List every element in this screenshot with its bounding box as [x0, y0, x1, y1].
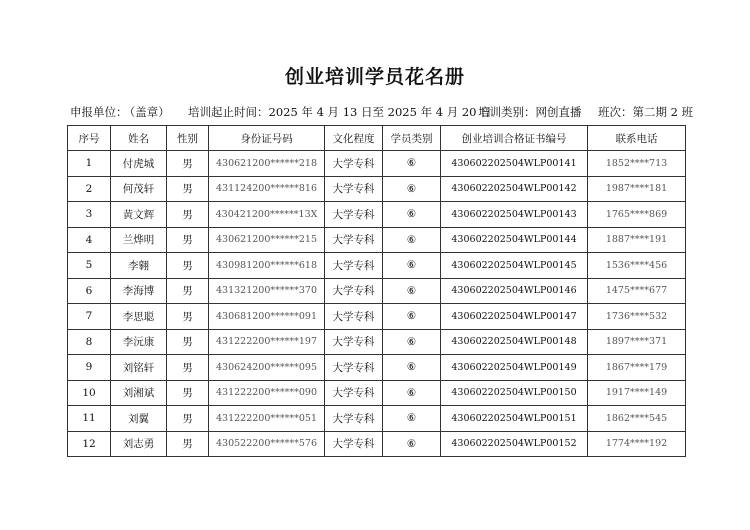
row-certificate-number: 430602202504WLP00144	[441, 227, 588, 253]
row-student-category: ⑥	[383, 253, 441, 279]
row-index: 1	[68, 151, 111, 177]
table-row	[68, 329, 686, 355]
table-row	[68, 304, 686, 330]
row-gender: 男	[167, 176, 209, 202]
row-certificate-number: 430602202504WLP00148	[441, 329, 588, 355]
row-student-category: ⑥	[383, 380, 441, 406]
row-student-category: ⑥	[383, 176, 441, 202]
table-row	[68, 431, 686, 457]
row-index: 7	[68, 304, 111, 330]
row-name: 李沅康	[111, 329, 167, 355]
row-certificate-number: 430602202504WLP00141	[441, 151, 588, 177]
row-gender: 男	[167, 406, 209, 432]
row-gender: 男	[167, 431, 209, 457]
row-student-category: ⑥	[383, 227, 441, 253]
row-index: 10	[68, 380, 111, 406]
row-index: 5	[68, 253, 111, 279]
row-education: 大学专科	[325, 278, 383, 304]
row-phone: 1917****149	[588, 380, 686, 406]
col-header-phone: 联系电话	[588, 126, 686, 151]
col-header-certificate-number: 创业培训合格证书编号	[441, 126, 588, 151]
row-gender: 男	[167, 151, 209, 177]
row-index: 12	[68, 431, 111, 457]
table-row	[68, 202, 686, 228]
row-certificate-number: 430602202504WLP00149	[441, 355, 588, 381]
row-student-category: ⑥	[383, 304, 441, 330]
roster-table	[67, 125, 686, 457]
row-index: 9	[68, 355, 111, 381]
row-index: 8	[68, 329, 111, 355]
training-category: 培训类别：网创直播	[478, 105, 582, 119]
row-id-number: 430621200******218	[209, 151, 325, 177]
table-row	[68, 278, 686, 304]
row-education: 大学专科	[325, 227, 383, 253]
row-name: 刘志勇	[111, 431, 167, 457]
table-header-row	[68, 126, 686, 151]
col-header-index: 序号	[68, 126, 111, 151]
row-certificate-number: 430602202504WLP00145	[441, 253, 588, 279]
row-index: 11	[68, 406, 111, 432]
row-education: 大学专科	[325, 329, 383, 355]
row-phone: 1475****677	[588, 278, 686, 304]
col-header-education: 文化程度	[325, 126, 383, 151]
row-phone: 1867****179	[588, 355, 686, 381]
row-student-category: ⑥	[383, 355, 441, 381]
row-education: 大学专科	[325, 304, 383, 330]
row-index: 4	[68, 227, 111, 253]
row-gender: 男	[167, 329, 209, 355]
row-gender: 男	[167, 304, 209, 330]
row-education: 大学专科	[325, 202, 383, 228]
applicant-unit	[70, 104, 170, 120]
table-row	[68, 176, 686, 202]
row-id-number: 431321200******370	[209, 278, 325, 304]
row-name: 兰烨明	[111, 227, 167, 253]
row-name: 刘翼	[111, 406, 167, 432]
col-header-id-number: 身份证号码	[209, 126, 325, 151]
row-certificate-number: 430602202504WLP00143	[441, 202, 588, 228]
row-education: 大学专科	[325, 431, 383, 457]
row-student-category: ⑥	[383, 151, 441, 177]
table-row	[68, 253, 686, 279]
row-gender: 男	[167, 227, 209, 253]
row-student-category: ⑥	[383, 329, 441, 355]
row-education: 大学专科	[325, 406, 383, 432]
class-session: 班次：第二期 2 班	[598, 105, 694, 119]
row-certificate-number: 430602202504WLP00151	[441, 406, 588, 432]
row-name: 刘铭轩	[111, 355, 167, 381]
row-id-number: 430421200******13X	[209, 202, 325, 228]
row-gender: 男	[167, 380, 209, 406]
row-student-category: ⑥	[383, 406, 441, 432]
row-certificate-number: 430602202504WLP00142	[441, 176, 588, 202]
table-row	[68, 355, 686, 381]
row-education: 大学专科	[325, 355, 383, 381]
row-id-number: 431124200******816	[209, 176, 325, 202]
row-education: 大学专科	[325, 380, 383, 406]
row-gender: 男	[167, 202, 209, 228]
table-row	[68, 380, 686, 406]
row-name: 李翱	[111, 253, 167, 279]
row-index: 3	[68, 202, 111, 228]
row-id-number: 430681200******091	[209, 304, 325, 330]
row-certificate-number: 430602202504WLP00147	[441, 304, 588, 330]
row-name: 何茂轩	[111, 176, 167, 202]
applicant-unit-label: 申报单位：	[70, 105, 128, 119]
row-index: 6	[68, 278, 111, 304]
col-header-gender: 性别	[167, 126, 209, 151]
row-student-category: ⑥	[383, 202, 441, 228]
table-row	[68, 151, 686, 177]
row-certificate-number: 430602202504WLP00146	[441, 278, 588, 304]
row-phone: 1852****713	[588, 151, 686, 177]
row-index: 2	[68, 176, 111, 202]
row-education: 大学专科	[325, 176, 383, 202]
row-id-number: 431222200******197	[209, 329, 325, 355]
row-name: 刘湘斌	[111, 380, 167, 406]
row-name: 李思聪	[111, 304, 167, 330]
row-phone: 1736****532	[588, 304, 686, 330]
row-student-category: ⑥	[383, 431, 441, 457]
row-name: 黄文辉	[111, 202, 167, 228]
row-education: 大学专科	[325, 151, 383, 177]
row-gender: 男	[167, 253, 209, 279]
row-gender: 男	[167, 355, 209, 381]
table-row	[68, 227, 686, 253]
training-period: 培训起止时间：2025 年 4 月 13 日至 2025 年 4 月 20 日	[188, 105, 492, 119]
row-id-number: 431222200******090	[209, 380, 325, 406]
row-gender: 男	[167, 278, 209, 304]
row-id-number: 430624200******095	[209, 355, 325, 381]
row-certificate-number: 430602202504WLP00152	[441, 431, 588, 457]
row-certificate-number: 430602202504WLP00150	[441, 380, 588, 406]
row-student-category: ⑥	[383, 278, 441, 304]
row-phone: 1774****192	[588, 431, 686, 457]
row-id-number: 431222200******051	[209, 406, 325, 432]
row-id-number: 430522200******576	[209, 431, 325, 457]
col-header-name: 姓名	[111, 126, 167, 151]
row-phone: 1897****371	[588, 329, 686, 355]
row-education: 大学专科	[325, 253, 383, 279]
row-phone: 1887****191	[588, 227, 686, 253]
col-header-student-category: 学员类别	[383, 126, 441, 151]
row-id-number: 430981200******618	[209, 253, 325, 279]
row-phone: 1536****456	[588, 253, 686, 279]
table-row	[68, 406, 686, 432]
row-name: 李海博	[111, 278, 167, 304]
row-phone: 1765****869	[588, 202, 686, 228]
row-phone: 1987****181	[588, 176, 686, 202]
row-id-number: 430621200******215	[209, 227, 325, 253]
row-phone: 1862****545	[588, 406, 686, 432]
page-title: 创业培训学员花名册	[284, 66, 465, 88]
applicant-unit-value: （盖章）	[129, 105, 170, 119]
row-name: 付虎城	[111, 151, 167, 177]
